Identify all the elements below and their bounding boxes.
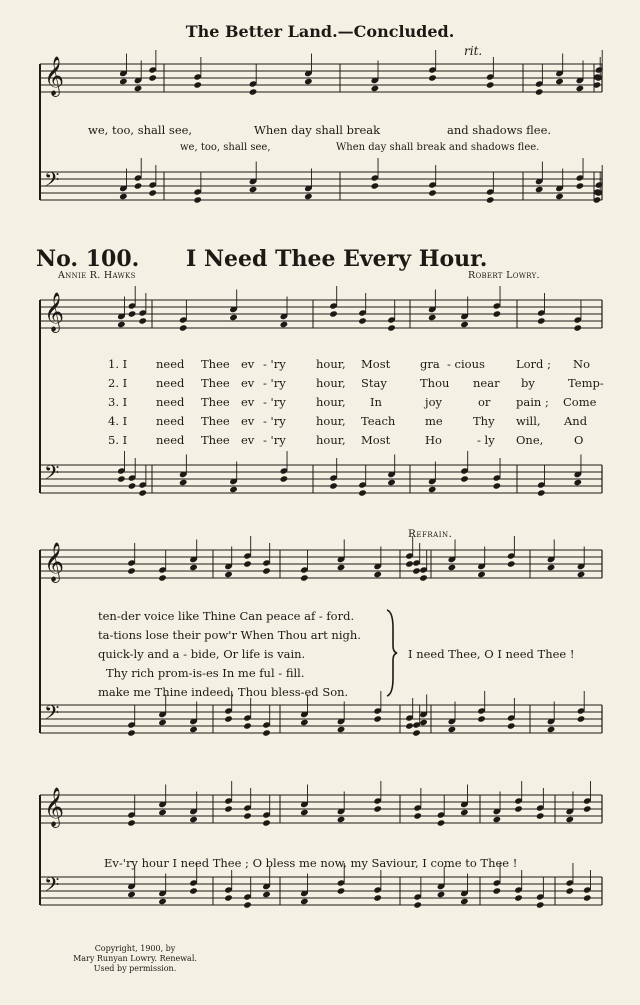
note-head [262,567,271,574]
note-head [179,324,188,331]
note-head [514,894,523,901]
note-head [249,88,258,95]
note-head [243,812,252,819]
note-head [507,722,516,729]
note-head [535,186,544,193]
note-head [300,574,309,581]
note-head [460,809,469,816]
note-head [262,729,271,736]
note-head [119,78,128,85]
note-head [329,482,338,489]
note-head [117,321,126,328]
upper-lyric-1: we, too, shall see, [88,123,193,137]
note-head [536,812,545,819]
bass-clef: 𝄢 [44,461,60,489]
lower-lyric-1: we, too, shall see, [180,142,271,153]
note-head [493,816,502,823]
note-head [373,894,382,901]
note-head [337,564,346,571]
note-head [148,74,157,81]
note-head [148,189,157,196]
note-head [514,805,523,812]
note-head [486,196,495,203]
hymn-title: I Need Thee Every Hour. [186,246,488,272]
note-head [493,310,502,317]
refrain-lyric: I need Thee, O I need Thee ! [408,647,575,661]
verse-5: 5. I need Thee ev - 'ry hour, Most Ho - ly One, O [108,433,584,447]
note-head [428,74,437,81]
note-head [387,324,396,331]
treble-clef: 𝄞 [44,56,65,96]
note-head [555,193,564,200]
section-title: The Better Land.—Concluded. [185,22,455,41]
note-head [229,486,238,493]
upper-lyric-2: When day shall break [254,123,381,137]
verse-3: 3. I need Thee ev - 'ry hour, In joy or pain ; Come [108,395,597,409]
note-head [405,560,414,567]
note-head [537,317,546,324]
note-head [337,726,346,733]
note-head [119,193,128,200]
note-head [243,901,252,908]
copyright-notice: Copyright, 1900, by Mary Runyan Lowry. Renewal. Used by permission. [73,944,197,973]
note-head [413,901,422,908]
lyricist-credit: Annie R. Hawks [58,270,136,281]
note-head [413,812,422,819]
note-head [158,574,167,581]
note-head [300,898,309,905]
continuation-line-2: ta-tions lose their pow'r When Thou art nigh. [98,628,361,642]
note-head [304,78,313,85]
note-head [371,85,380,92]
note-head [158,898,167,905]
note-head [373,571,382,578]
treble-clef: 𝄞 [44,542,65,582]
note-head [189,726,198,733]
bass-clef: 𝄢 [44,873,60,901]
note-head [304,193,313,200]
note-head [573,324,582,331]
note-head [300,719,309,726]
note-head [460,898,469,905]
note-head [419,719,428,726]
note-head [189,816,198,823]
note-head [373,805,382,812]
note-head [280,321,289,328]
note-head [224,715,233,722]
note-head [249,186,258,193]
note-head [428,189,437,196]
hymn-number: No. 100. [36,246,140,272]
verse-4: 4. I need Thee ev - 'ry hour, Teach me Thy will, And [108,414,588,428]
note-head [158,719,167,726]
note-head [193,81,202,88]
note-head [243,722,252,729]
note-head [134,85,143,92]
note-head [412,729,421,736]
note-head [448,564,457,571]
note-head [262,819,271,826]
note-head [371,182,380,189]
note-head [158,809,167,816]
note-head [138,317,147,324]
bass-clef: 𝄢 [44,168,60,196]
note-head [127,729,136,736]
note-head [405,722,414,729]
tempo-mark: rit. [464,44,483,58]
note-head [280,475,289,482]
note-head [179,479,188,486]
note-head [127,819,136,826]
note-head [460,321,469,328]
note-head [493,482,502,489]
note-head [229,314,238,321]
note-head [565,816,574,823]
note-head [437,819,446,826]
note-head [189,564,198,571]
verse-2: 2. I need Thee ev - 'ry hour, Stay Thou near by Temp- [108,376,604,390]
note-head [477,715,486,722]
note-head [138,489,147,496]
upper-lyric-3: and shadows flee. [447,123,552,137]
final-lyric: Ev-'ry hour I need Thee ; O bless me now, my Saviour, I come to Thee ! [104,856,518,870]
note-head [577,715,586,722]
note-head [576,85,585,92]
note-head [577,571,586,578]
note-head [437,891,446,898]
note-head [373,715,382,722]
continuation-line-3: quick-ly and a - bide, Or life is vain. [98,647,306,661]
note-head [419,574,428,581]
bass-clef: 𝄢 [44,701,60,729]
note-head [224,571,233,578]
note-head [536,901,545,908]
note-head [300,809,309,816]
note-head [128,482,137,489]
refrain-label: Refrain. [408,528,453,540]
note-head [583,805,592,812]
note-head [128,310,137,317]
note-head [262,891,271,898]
note-head [477,571,486,578]
note-head [243,560,252,567]
note-head [224,805,233,812]
treble-clef: 𝄞 [44,292,65,332]
note-head [565,887,574,894]
note-head [224,894,233,901]
note-head [448,726,457,733]
note-head [329,310,338,317]
note-head [493,887,502,894]
note-head [387,479,396,486]
note-head [537,489,546,496]
continuation-line-5: make me Thine indeed, Thou bless-ed Son. [98,685,349,699]
note-head [428,314,437,321]
lower-lyric-2: When day shall break and shadows flee. [336,142,540,153]
note-head [583,894,592,901]
continuation-line-1: ten-der voice like Thine Can peace af - ford. [98,609,355,623]
note-head [412,567,421,574]
note-head [547,564,556,571]
note-head [535,88,544,95]
note-head [358,489,367,496]
note-head [358,317,367,324]
treble-clef: 𝄞 [44,787,65,827]
note-head [134,182,143,189]
note-head [547,726,556,733]
verse-1: 1. I need Thee ev - 'ry hour, Most gra - cious Lord ; No [108,357,590,371]
note-head [460,475,469,482]
note-head [576,182,585,189]
note-head [486,81,495,88]
note-head [573,479,582,486]
note-head [189,887,198,894]
continuation-line-4: Thy rich prom-is-es In me ful - fill. [106,666,305,680]
note-head [127,891,136,898]
note-head [127,567,136,574]
note-head [428,486,437,493]
verse-brace [385,608,399,698]
note-head [193,196,202,203]
note-head [117,475,126,482]
composer-credit: Robert Lowry. [468,270,540,281]
note-head [337,816,346,823]
note-head [337,887,346,894]
note-head [507,560,516,567]
note-head [555,78,564,85]
